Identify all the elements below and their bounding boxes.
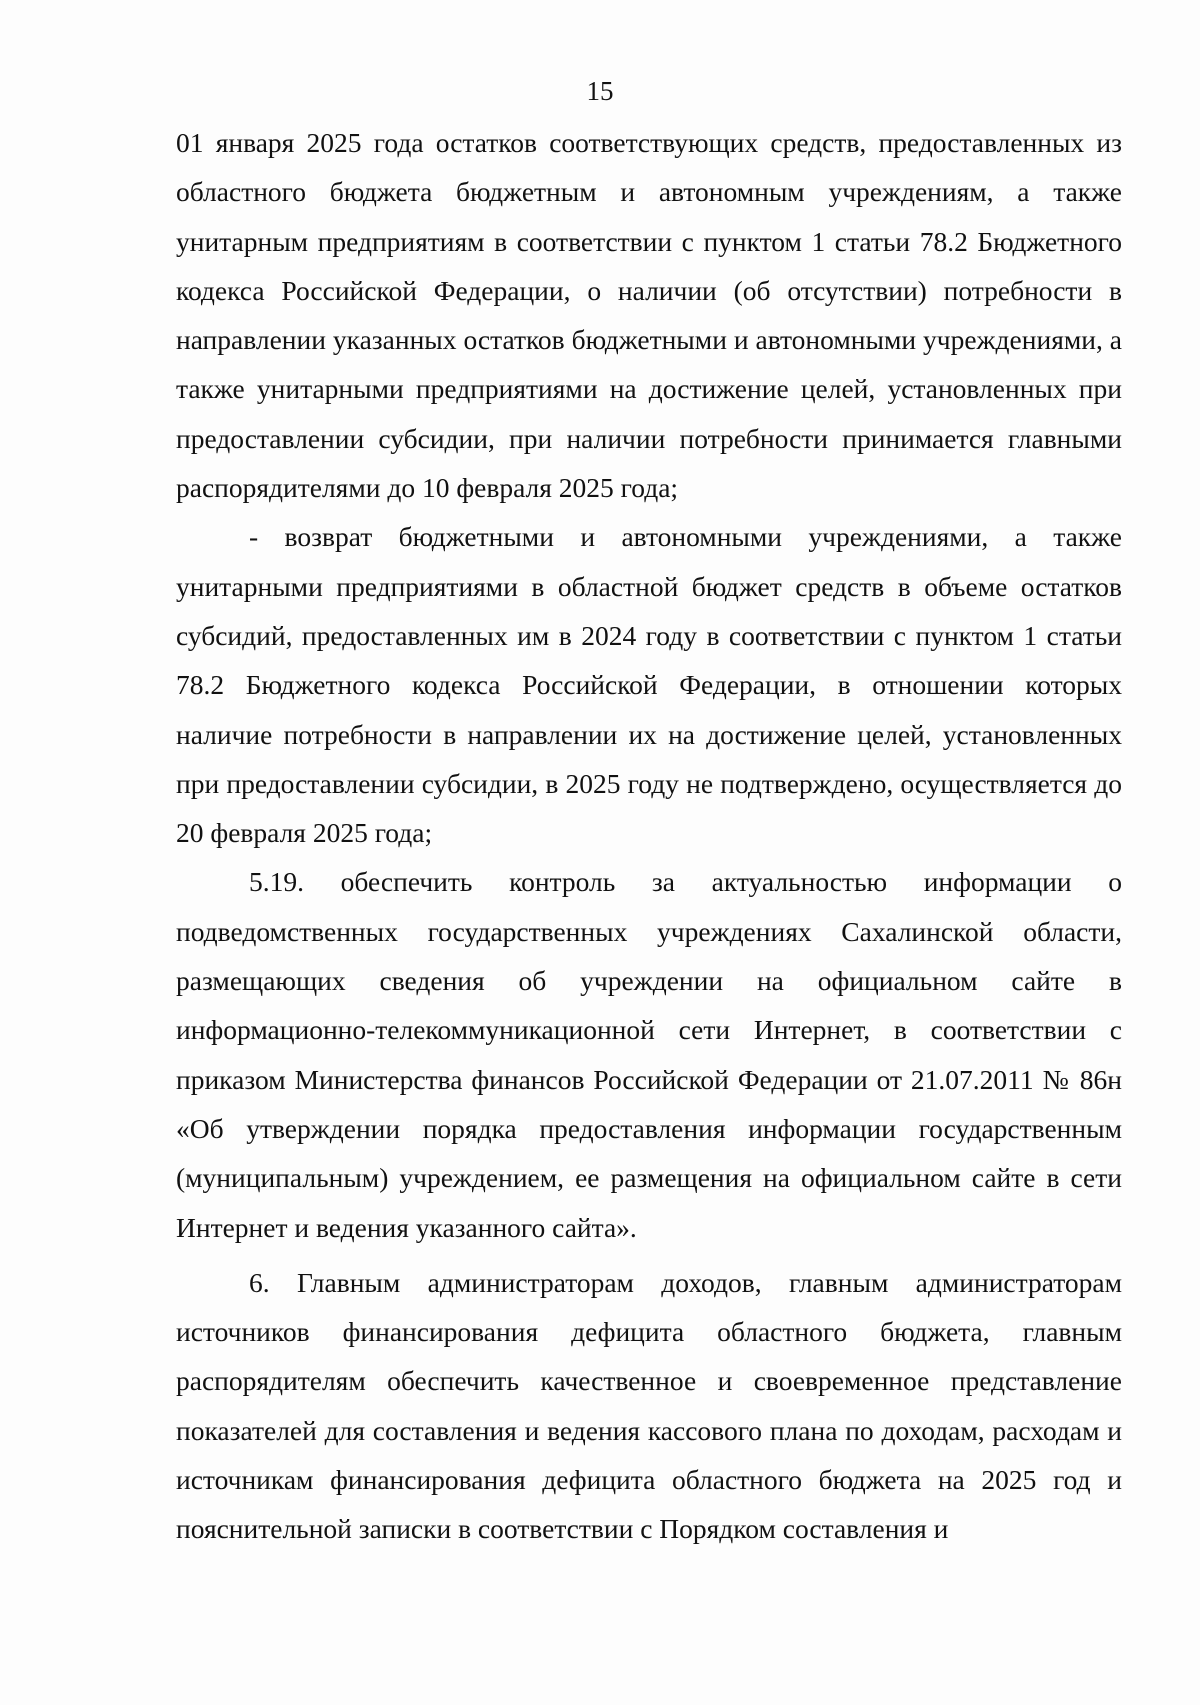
page-number: 15 xyxy=(586,76,614,106)
paragraph-return-of-subsidies: - возврат бюджетными и автономными учреждениями, а также унитарными предприятиями в областной бюджет средств в объеме остатков субсидий, предоставленных им в 2024 году в соответствии с пунктом 1 статьи 78.2 Бюджетного кодекса Российской Федерации, в отношении которых наличие потребности в направлении их на достижение целей, установленных при предоставлении субсидии, в 2025 году не подтверждено, осуществляется до 20 февраля 2025 года; xyxy=(176,521,1122,849)
document-body xyxy=(176,118,1122,1554)
paragraph-continuation: 01 января 2025 года остатков соответствующих средств, предоставленных из областного бюджета бюджетным и автономным учреждениям, а также унитарным предприятиям в соответствии с пунктом 1 статьи 78.2 Бюджетного кодекса Российской Федерации, о наличии (об отсутствии) потребности в направлении указанных остатков бюджетными и автономными учреждениями, а также унитарными предприятиями на достижение целей, установленных при предоставлении субсидии, при наличии потребности принимается главными распорядителями до 10 февраля 2025 года; xyxy=(176,127,1122,504)
paragraph-6: 6. Главным администраторам доходов, главным администраторам источников финансирования дефицита областного бюджета, главным распорядителям обеспечить качественное и своевременное представление показателей для составления и ведения кассового плана по доходам, расходам и источникам финансирования дефицита областного бюджета на 2025 год и пояснительной записки в соответствии с Порядком составления и xyxy=(176,1266,1122,1545)
paragraph-5-19: 5.19. обеспечить контроль за актуальностью информации о подведомственных государственных учреждениях Сахалинской области, размещающих сведения об учреждении на официальном сайте в информационно-телекоммуникационной сети Интернет, в соответствии с приказом Министерства финансов Российской Федерации от 21.07.2011 № 86н «Об утверждении порядка предоставления информации государственным (муниципальным) учреждением, ее размещения на официальном сайте в сети Интернет и ведения указанного сайта». xyxy=(176,866,1122,1243)
